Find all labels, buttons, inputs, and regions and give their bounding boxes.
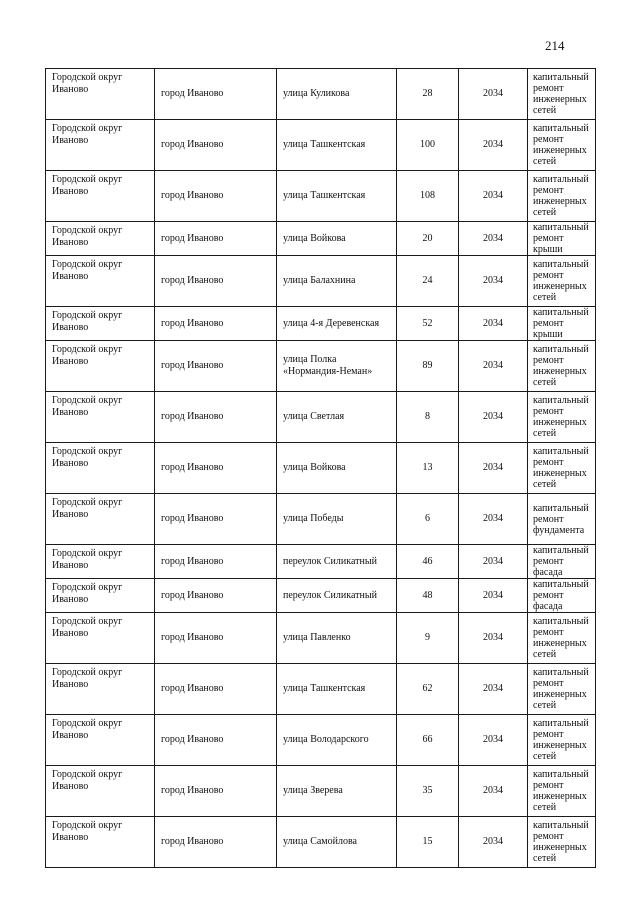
district-cell: Городской округ Иваново [46, 817, 155, 868]
table-row [46, 443, 596, 494]
house-number-cell: 48 [397, 579, 459, 613]
year-cell: 2034 [459, 817, 528, 868]
work-type-line: инженерных [533, 94, 587, 105]
work-type-line: сетей [533, 700, 557, 711]
year-cell: 2034 [459, 307, 528, 341]
work-type-line: ремонт [533, 406, 564, 417]
district-cell: Городской округ Иваново [46, 392, 155, 443]
house-number-cell: 62 [397, 664, 459, 715]
work-type-cell [528, 392, 596, 443]
page-number: 214 [545, 38, 565, 53]
work-type-line: ремонт [533, 627, 564, 638]
work-type-cell [528, 817, 596, 868]
street-cell: улица Зверева [277, 766, 397, 817]
work-type-line: капитальный [533, 579, 589, 590]
work-type-line: ремонт [533, 831, 564, 842]
house-number-cell: 24 [397, 256, 459, 307]
city-cell: город Иваново [155, 307, 277, 341]
work-type-line: ремонт [533, 729, 564, 740]
work-type-cell [528, 545, 596, 579]
street-cell: улица Володарского [277, 715, 397, 766]
work-type-line: капитальный [533, 222, 589, 233]
table-body [46, 69, 596, 868]
year-cell: 2034 [459, 766, 528, 817]
year-cell: 2034 [459, 341, 528, 392]
work-type-line: сетей [533, 428, 557, 439]
city-cell: город Иваново [155, 392, 277, 443]
work-type-line: инженерных [533, 196, 587, 207]
table-row [46, 69, 596, 120]
house-number-cell: 28 [397, 69, 459, 120]
district-cell: Городской округ Иваново [46, 120, 155, 171]
work-type-line: капитальный [533, 718, 589, 729]
work-type-line: капитальный [533, 616, 589, 627]
work-type-cell [528, 256, 596, 307]
work-type-line: ремонт [533, 185, 564, 196]
work-type-cell [528, 494, 596, 545]
house-number-cell: 100 [397, 120, 459, 171]
work-type-line: капитальный [533, 502, 589, 514]
table-row [46, 766, 596, 817]
year-cell: 2034 [459, 494, 528, 545]
year-cell: 2034 [459, 171, 528, 222]
work-type-cell [528, 69, 596, 120]
year-cell: 2034 [459, 613, 528, 664]
table-row [46, 256, 596, 307]
work-type-cell [528, 613, 596, 664]
work-type-line: ремонт крыши [533, 318, 564, 340]
work-type-line: инженерных [533, 281, 587, 292]
work-type-cell [528, 222, 596, 256]
work-type-line: инженерных [533, 468, 587, 479]
house-number-cell: 20 [397, 222, 459, 256]
district-cell: Городской округ Иваново [46, 664, 155, 715]
district-cell: Городской округ Иваново [46, 579, 155, 613]
street-cell: улица Полка «Нормандия-Неман» [277, 341, 397, 392]
district-cell: Городской округ Иваново [46, 613, 155, 664]
year-cell: 2034 [459, 664, 528, 715]
city-cell: город Иваново [155, 817, 277, 868]
city-cell: город Иваново [155, 766, 277, 817]
work-type-line: ремонт [533, 134, 564, 145]
house-number-cell: 35 [397, 766, 459, 817]
district-cell: Городской округ Иваново [46, 307, 155, 341]
city-cell: город Иваново [155, 256, 277, 307]
city-cell: город Иваново [155, 715, 277, 766]
city-cell: город Иваново [155, 69, 277, 120]
table-row [46, 613, 596, 664]
work-type-line: инженерных [533, 689, 587, 700]
work-type-line: сетей [533, 649, 557, 660]
work-type-line: инженерных [533, 145, 587, 156]
street-cell: улица Самойлова [277, 817, 397, 868]
work-type-line: капитальный [533, 259, 589, 270]
street-cell: улица Войкова [277, 443, 397, 494]
work-type-line: сетей [533, 156, 557, 167]
house-number-cell: 15 [397, 817, 459, 868]
work-type-line: капитальный [533, 344, 589, 355]
work-type-line: ремонт фасада [533, 556, 564, 578]
table-row [46, 171, 596, 222]
district-cell: Городской округ Иваново [46, 766, 155, 817]
house-number-cell: 66 [397, 715, 459, 766]
work-type-line: капитальный [533, 667, 589, 678]
work-type-line: капитальный [533, 123, 589, 134]
work-type-line: инженерных [533, 740, 587, 751]
work-type-line: ремонт [533, 270, 564, 281]
district-cell: Городской округ Иваново [46, 256, 155, 307]
work-type-line: сетей [533, 853, 557, 864]
work-type-line: инженерных [533, 842, 587, 853]
street-cell: улица Ташкентская [277, 171, 397, 222]
work-type-line: сетей [533, 292, 557, 303]
district-cell: Городской округ Иваново [46, 341, 155, 392]
house-number-cell: 108 [397, 171, 459, 222]
street-cell: улица Победы [277, 494, 397, 545]
work-type-cell [528, 307, 596, 341]
year-cell: 2034 [459, 545, 528, 579]
district-cell: Городской округ Иваново [46, 69, 155, 120]
city-cell: город Иваново [155, 222, 277, 256]
year-cell: 2034 [459, 579, 528, 613]
work-type-line: инженерных [533, 366, 587, 377]
year-cell: 2034 [459, 392, 528, 443]
work-type-line: капитальный [533, 446, 589, 457]
street-cell: переулок Силикатный [277, 545, 397, 579]
year-cell: 2034 [459, 69, 528, 120]
table-row [46, 817, 596, 868]
table-row [46, 222, 596, 256]
street-cell: улица Светлая [277, 392, 397, 443]
table-row [46, 392, 596, 443]
street-cell: улица Куликова [277, 69, 397, 120]
work-type-cell [528, 341, 596, 392]
work-type-cell [528, 715, 596, 766]
house-number-cell: 89 [397, 341, 459, 392]
street-cell: улица Ташкентская [277, 120, 397, 171]
work-type-line: ремонт [533, 513, 564, 525]
work-type-cell [528, 443, 596, 494]
work-type-line: инженерных [533, 638, 587, 649]
city-cell: город Иваново [155, 664, 277, 715]
work-type-line: капитальный [533, 545, 589, 556]
work-type-line: капитальный [533, 307, 589, 318]
district-cell: Городской округ Иваново [46, 715, 155, 766]
work-type-line: инженерных [533, 417, 587, 428]
year-cell: 2034 [459, 256, 528, 307]
city-cell: город Иваново [155, 171, 277, 222]
work-type-line: сетей [533, 802, 557, 813]
district-cell: Городской округ Иваново [46, 494, 155, 545]
work-type-line: фундамента [533, 524, 585, 536]
year-cell: 2034 [459, 120, 528, 171]
work-type-line: ремонт [533, 678, 564, 689]
house-number-cell: 46 [397, 545, 459, 579]
work-type-cell [528, 120, 596, 171]
house-number-cell: 13 [397, 443, 459, 494]
city-cell: город Иваново [155, 341, 277, 392]
year-cell: 2034 [459, 222, 528, 256]
table-row [46, 664, 596, 715]
work-type-line: ремонт [533, 780, 564, 791]
work-type-cell [528, 664, 596, 715]
district-cell: Городской округ Иваново [46, 443, 155, 494]
work-type-line: ремонт [533, 355, 564, 366]
work-type-cell [528, 579, 596, 613]
work-type-cell [528, 766, 596, 817]
city-cell: город Иваново [155, 613, 277, 664]
repair-schedule-table [45, 68, 596, 868]
table-row [46, 715, 596, 766]
work-type-line: капитальный [533, 769, 589, 780]
work-type-line: сетей [533, 751, 557, 762]
work-type-cell [528, 171, 596, 222]
city-cell: город Иваново [155, 545, 277, 579]
table-row [46, 494, 596, 545]
work-type-line: ремонт крыши [533, 233, 564, 255]
street-cell: улица Ташкентская [277, 664, 397, 715]
district-cell: Городской округ Иваново [46, 171, 155, 222]
work-type-line: ремонт фасада [533, 590, 564, 612]
work-type-line: ремонт [533, 457, 564, 468]
street-cell: улица 4-я Деревенская [277, 307, 397, 341]
table-row [46, 341, 596, 392]
table-row [46, 120, 596, 171]
street-cell: улица Балахнина [277, 256, 397, 307]
year-cell: 2034 [459, 715, 528, 766]
table-row [46, 545, 596, 579]
house-number-cell: 6 [397, 494, 459, 545]
work-type-line: ремонт [533, 83, 564, 94]
street-cell: переулок Силикатный [277, 579, 397, 613]
work-type-line: инженерных [533, 791, 587, 802]
house-number-cell: 52 [397, 307, 459, 341]
district-cell: Городской округ Иваново [46, 222, 155, 256]
house-number-cell: 8 [397, 392, 459, 443]
work-type-line: капитальный [533, 72, 589, 83]
district-cell: Городской округ Иваново [46, 545, 155, 579]
work-type-line: сетей [533, 105, 557, 116]
street-cell: улица Павленко [277, 613, 397, 664]
street-cell: улица Войкова [277, 222, 397, 256]
city-cell: город Иваново [155, 443, 277, 494]
work-type-line: капитальный [533, 174, 589, 185]
table-row [46, 307, 596, 341]
house-number-cell: 9 [397, 613, 459, 664]
work-type-line: капитальный [533, 395, 589, 406]
year-cell: 2034 [459, 443, 528, 494]
city-cell: город Иваново [155, 579, 277, 613]
table-row [46, 579, 596, 613]
work-type-line: сетей [533, 207, 557, 218]
work-type-line: капитальный [533, 820, 589, 831]
work-type-line: сетей [533, 479, 557, 490]
city-cell: город Иваново [155, 494, 277, 545]
city-cell: город Иваново [155, 120, 277, 171]
work-type-line: сетей [533, 377, 557, 388]
